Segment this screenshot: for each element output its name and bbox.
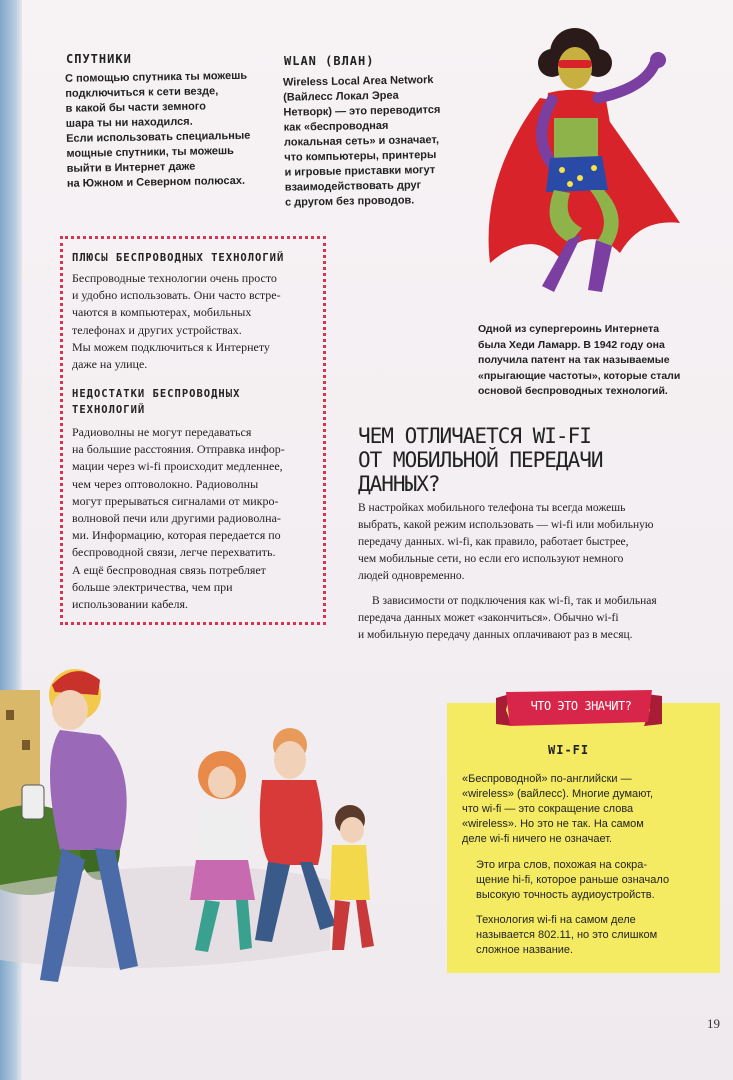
meaning-paragraph-1: «Беспроводной» по-английски — «wireless» (вайлесс). Многие думают, что wi-fi — это сокращение слова «wireless». Но это не так. На самом деле wi-fi ничего не означает. xyxy=(462,773,654,845)
meaning-paragraph-2: Это игра слов, похожая на сокра- щение hi-fi, которое раньше означало высокую точность аудиоустройств. xyxy=(476,859,670,901)
cons-section xyxy=(72,386,322,613)
main-paragraph-2: В зависимости от подключения как wi-fi, так и мобильная передача данных может «закончиться». Обычно wi-fi и мобильную передачу данных оплачивают раз в месяц. xyxy=(358,595,657,641)
meaning-term: WI-FI xyxy=(548,743,590,757)
pros-text: Беспроводные технологии очень просто и удобно использовать. Они часто встре- чаются в компьютерах, мобильных телефонах и других устройствах. Мы можем подключиться к Интернету даже на улице. xyxy=(72,271,281,372)
main-paragraph-1: В настройках мобильного телефона ты всегда можешь выбрать, какой режим использовать — wi-fi или мобильную передачу данных. wi-fi, как правило, работает быстрее, чем мобильные сети, но если его используют немного людей одновременно. xyxy=(358,502,654,582)
cons-text: Радиоволны не могут передаваться на большие расстояния. Отправка инфор- мации через wi-fi происходит медленнее, чем через оптоволокно. Радиоволны могут прерываться сигналами от микро- волновой печи или другими радиоволна- ми. Информацию, которая передается по беспроводной связи, легче перехватить. А ещё беспроводная связь потребляет больше электричества, чем при использовании кабеля. xyxy=(72,425,285,612)
ribbon-text: ЧТО ЭТО ЗНАЧИТ? xyxy=(530,699,632,713)
page-number: 19 xyxy=(707,1016,720,1031)
wlan-text: Wireless Local Area Network (Вайлесс Локал Эреа Нетворк) — это переводится как «беспроводная локальная сеть» и означает, что компьютеры, принтеры и игровые приставки могут взаимодействовать друг с другом без проводов. xyxy=(282,74,441,209)
wlan-title: WLAN (ВЛАН) xyxy=(284,54,375,68)
pros-section xyxy=(72,252,322,373)
pros-title: ПЛЮСЫ БЕСПРОВОДНЫХ ТЕХНОЛОГИЙ xyxy=(72,252,285,264)
satellites-title: СПУТНИКИ xyxy=(66,52,132,66)
family-walking-illustration xyxy=(0,650,430,1080)
satellites-text: С помощью спутника ты можешь подключиться к сети везде, в какой бы части земного шара ты ни находился. Если использовать специальные мощные спутники, ты можешь выйти в Интернет даже на Южном и Северном полюсах. xyxy=(64,69,251,190)
satellites-section xyxy=(66,52,286,190)
heroine-caption: Одной из супергероинь Интернета была Хеди Ламарр. В 1942 году она получила патент на так называемые «прыгающие частоты», которые стали основой беспроводных технологий. xyxy=(478,323,681,397)
wlan-section xyxy=(284,54,474,209)
superheroine-illustration xyxy=(470,28,700,303)
main-title: ЧЕМ ОТЛИЧАЕТСЯ WI-FI ОТ МОБИЛЬНОЙ ПЕРЕДАЧИ ДАННЫХ? xyxy=(358,424,603,496)
meaning-paragraph-3: Технология wi-fi на самом деле называется 802.11, но это слишком сложное название. xyxy=(476,914,658,956)
cons-title: НЕДОСТАТКИ БЕСПРОВОДНЫХ ТЕХНОЛОГИЙ xyxy=(72,388,241,416)
